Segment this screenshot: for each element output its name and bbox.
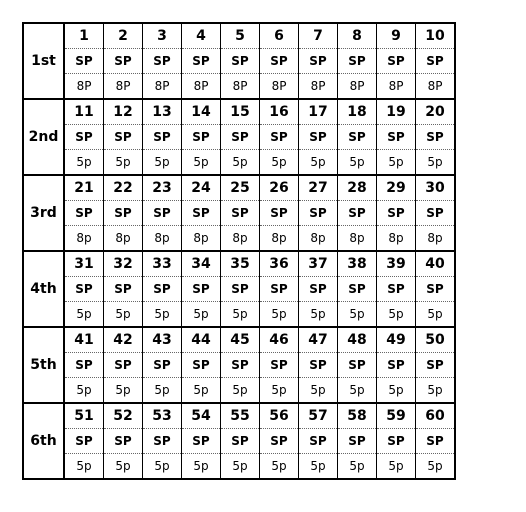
price-cell: 8p bbox=[299, 226, 338, 252]
grid-row-numbers bbox=[23, 99, 455, 125]
price-cell: 8p bbox=[182, 226, 221, 252]
number-cell: 11 bbox=[64, 99, 104, 125]
price-cell: 5p bbox=[260, 378, 299, 404]
grid-row-numbers bbox=[23, 175, 455, 201]
code-cell: SP bbox=[182, 125, 221, 150]
grid-row-codes bbox=[23, 277, 455, 302]
price-cell: 5p bbox=[221, 150, 260, 176]
number-cell: 45 bbox=[221, 327, 260, 353]
price-cell: 5p bbox=[143, 150, 182, 176]
number-cell: 44 bbox=[182, 327, 221, 353]
price-cell: 8P bbox=[416, 74, 456, 100]
code-cell: SP bbox=[221, 125, 260, 150]
grid-row-prices bbox=[23, 454, 455, 480]
number-cell: 14 bbox=[182, 99, 221, 125]
grid-row-numbers bbox=[23, 327, 455, 353]
code-cell: SP bbox=[182, 277, 221, 302]
price-cell: 8p bbox=[416, 226, 456, 252]
number-cell: 4 bbox=[182, 23, 221, 49]
grid-row-prices bbox=[23, 74, 455, 100]
price-cell: 8P bbox=[104, 74, 143, 100]
number-cell: 53 bbox=[143, 403, 182, 429]
code-cell: SP bbox=[377, 277, 416, 302]
price-cell: 5p bbox=[221, 378, 260, 404]
code-cell: SP bbox=[221, 353, 260, 378]
price-cell: 8p bbox=[64, 226, 104, 252]
price-cell: 5p bbox=[416, 378, 456, 404]
code-cell: SP bbox=[143, 429, 182, 454]
price-cell: 5p bbox=[104, 150, 143, 176]
code-cell: SP bbox=[221, 49, 260, 74]
price-cell: 8P bbox=[143, 74, 182, 100]
code-cell: SP bbox=[416, 125, 456, 150]
code-cell: SP bbox=[64, 429, 104, 454]
number-cell: 38 bbox=[338, 251, 377, 277]
code-cell: SP bbox=[377, 201, 416, 226]
number-cell: 56 bbox=[260, 403, 299, 429]
code-cell: SP bbox=[299, 353, 338, 378]
group-label: 2nd bbox=[23, 99, 64, 175]
price-cell: 5p bbox=[377, 378, 416, 404]
price-cell: 5p bbox=[416, 454, 456, 480]
price-cell: 8p bbox=[143, 226, 182, 252]
number-cell: 58 bbox=[338, 403, 377, 429]
code-cell: SP bbox=[260, 49, 299, 74]
price-cell: 8p bbox=[104, 226, 143, 252]
grid-row-codes bbox=[23, 429, 455, 454]
code-cell: SP bbox=[143, 277, 182, 302]
number-cell: 41 bbox=[64, 327, 104, 353]
grid-row-codes bbox=[23, 353, 455, 378]
price-cell: 5p bbox=[104, 454, 143, 480]
code-cell: SP bbox=[104, 353, 143, 378]
number-cell: 29 bbox=[377, 175, 416, 201]
price-cell: 5p bbox=[64, 378, 104, 404]
number-cell: 33 bbox=[143, 251, 182, 277]
code-cell: SP bbox=[182, 201, 221, 226]
price-cell: 8P bbox=[221, 74, 260, 100]
number-cell: 31 bbox=[64, 251, 104, 277]
code-cell: SP bbox=[143, 49, 182, 74]
number-cell: 7 bbox=[299, 23, 338, 49]
number-cell: 27 bbox=[299, 175, 338, 201]
code-cell: SP bbox=[299, 429, 338, 454]
code-cell: SP bbox=[338, 277, 377, 302]
grid-row-prices bbox=[23, 150, 455, 176]
price-cell: 5p bbox=[299, 378, 338, 404]
number-cell: 17 bbox=[299, 99, 338, 125]
code-cell: SP bbox=[377, 125, 416, 150]
price-cell: 5p bbox=[377, 454, 416, 480]
grid-row-codes bbox=[23, 125, 455, 150]
code-cell: SP bbox=[299, 201, 338, 226]
code-cell: SP bbox=[143, 353, 182, 378]
price-cell: 5p bbox=[299, 150, 338, 176]
number-cell: 25 bbox=[221, 175, 260, 201]
price-cell: 5p bbox=[377, 150, 416, 176]
number-cell: 60 bbox=[416, 403, 456, 429]
code-cell: SP bbox=[182, 49, 221, 74]
grid-row-codes bbox=[23, 201, 455, 226]
price-cell: 5p bbox=[416, 302, 456, 328]
number-cell: 12 bbox=[104, 99, 143, 125]
number-cell: 35 bbox=[221, 251, 260, 277]
grid-row-prices bbox=[23, 302, 455, 328]
price-cell: 5p bbox=[377, 302, 416, 328]
code-cell: SP bbox=[338, 49, 377, 74]
price-cell: 5p bbox=[260, 150, 299, 176]
group-label: 4th bbox=[23, 251, 64, 327]
code-cell: SP bbox=[416, 277, 456, 302]
price-cell: 8P bbox=[64, 74, 104, 100]
price-cell: 5p bbox=[338, 302, 377, 328]
number-cell: 50 bbox=[416, 327, 456, 353]
code-cell: SP bbox=[104, 49, 143, 74]
code-cell: SP bbox=[64, 201, 104, 226]
code-cell: SP bbox=[64, 125, 104, 150]
code-cell: SP bbox=[143, 201, 182, 226]
code-cell: SP bbox=[260, 201, 299, 226]
price-cell: 8P bbox=[182, 74, 221, 100]
price-cell: 5p bbox=[260, 454, 299, 480]
grid-row-numbers bbox=[23, 403, 455, 429]
grid-row-numbers bbox=[23, 251, 455, 277]
price-cell: 8P bbox=[338, 74, 377, 100]
number-cell: 28 bbox=[338, 175, 377, 201]
code-cell: SP bbox=[416, 201, 456, 226]
number-cell: 13 bbox=[143, 99, 182, 125]
price-cell: 8p bbox=[377, 226, 416, 252]
number-cell: 34 bbox=[182, 251, 221, 277]
number-cell: 30 bbox=[416, 175, 456, 201]
code-cell: SP bbox=[64, 49, 104, 74]
price-cell: 5p bbox=[104, 302, 143, 328]
price-cell: 5p bbox=[143, 454, 182, 480]
price-cell: 5p bbox=[182, 454, 221, 480]
number-grid-table bbox=[22, 22, 456, 480]
number-cell: 20 bbox=[416, 99, 456, 125]
code-cell: SP bbox=[260, 429, 299, 454]
number-cell: 3 bbox=[143, 23, 182, 49]
number-cell: 37 bbox=[299, 251, 338, 277]
grid-row-codes bbox=[23, 49, 455, 74]
price-cell: 8p bbox=[260, 226, 299, 252]
price-cell: 8p bbox=[221, 226, 260, 252]
number-cell: 22 bbox=[104, 175, 143, 201]
price-cell: 5p bbox=[182, 302, 221, 328]
group-label: 3rd bbox=[23, 175, 64, 251]
code-cell: SP bbox=[338, 429, 377, 454]
number-cell: 48 bbox=[338, 327, 377, 353]
number-cell: 43 bbox=[143, 327, 182, 353]
number-cell: 9 bbox=[377, 23, 416, 49]
code-cell: SP bbox=[104, 277, 143, 302]
number-cell: 24 bbox=[182, 175, 221, 201]
number-cell: 1 bbox=[64, 23, 104, 49]
code-cell: SP bbox=[182, 429, 221, 454]
code-cell: SP bbox=[221, 429, 260, 454]
price-cell: 8P bbox=[260, 74, 299, 100]
price-cell: 5p bbox=[338, 454, 377, 480]
number-cell: 59 bbox=[377, 403, 416, 429]
code-cell: SP bbox=[104, 201, 143, 226]
code-cell: SP bbox=[338, 353, 377, 378]
price-cell: 5p bbox=[221, 454, 260, 480]
code-cell: SP bbox=[64, 277, 104, 302]
price-cell: 8P bbox=[299, 74, 338, 100]
number-cell: 57 bbox=[299, 403, 338, 429]
code-cell: SP bbox=[299, 277, 338, 302]
price-cell: 5p bbox=[299, 454, 338, 480]
group-label: 5th bbox=[23, 327, 64, 403]
number-cell: 46 bbox=[260, 327, 299, 353]
grid-body bbox=[23, 23, 455, 479]
price-cell: 5p bbox=[338, 150, 377, 176]
number-cell: 52 bbox=[104, 403, 143, 429]
price-cell: 5p bbox=[143, 302, 182, 328]
code-cell: SP bbox=[338, 125, 377, 150]
code-cell: SP bbox=[104, 429, 143, 454]
code-cell: SP bbox=[143, 125, 182, 150]
number-cell: 21 bbox=[64, 175, 104, 201]
price-cell: 5p bbox=[64, 302, 104, 328]
price-cell: 5p bbox=[182, 150, 221, 176]
price-cell: 5p bbox=[182, 378, 221, 404]
grid-row-numbers bbox=[23, 23, 455, 49]
number-cell: 40 bbox=[416, 251, 456, 277]
number-cell: 2 bbox=[104, 23, 143, 49]
price-cell: 5p bbox=[416, 150, 456, 176]
price-cell: 5p bbox=[64, 150, 104, 176]
number-cell: 5 bbox=[221, 23, 260, 49]
code-cell: SP bbox=[377, 429, 416, 454]
code-cell: SP bbox=[260, 277, 299, 302]
code-cell: SP bbox=[416, 429, 456, 454]
number-cell: 42 bbox=[104, 327, 143, 353]
group-label: 6th bbox=[23, 403, 64, 479]
number-cell: 8 bbox=[338, 23, 377, 49]
number-cell: 39 bbox=[377, 251, 416, 277]
price-cell: 8p bbox=[338, 226, 377, 252]
number-cell: 23 bbox=[143, 175, 182, 201]
number-cell: 54 bbox=[182, 403, 221, 429]
number-cell: 49 bbox=[377, 327, 416, 353]
number-cell: 19 bbox=[377, 99, 416, 125]
code-cell: SP bbox=[260, 125, 299, 150]
number-cell: 6 bbox=[260, 23, 299, 49]
number-cell: 55 bbox=[221, 403, 260, 429]
code-cell: SP bbox=[377, 353, 416, 378]
code-cell: SP bbox=[221, 277, 260, 302]
price-cell: 5p bbox=[143, 378, 182, 404]
grid-row-prices bbox=[23, 226, 455, 252]
number-cell: 36 bbox=[260, 251, 299, 277]
number-cell: 26 bbox=[260, 175, 299, 201]
code-cell: SP bbox=[299, 49, 338, 74]
code-cell: SP bbox=[299, 125, 338, 150]
price-cell: 5p bbox=[299, 302, 338, 328]
price-cell: 5p bbox=[338, 378, 377, 404]
price-cell: 5p bbox=[260, 302, 299, 328]
price-cell: 8P bbox=[377, 74, 416, 100]
code-cell: SP bbox=[64, 353, 104, 378]
number-cell: 51 bbox=[64, 403, 104, 429]
code-cell: SP bbox=[221, 201, 260, 226]
code-cell: SP bbox=[104, 125, 143, 150]
number-cell: 32 bbox=[104, 251, 143, 277]
number-cell: 18 bbox=[338, 99, 377, 125]
grid-row-prices bbox=[23, 378, 455, 404]
number-cell: 15 bbox=[221, 99, 260, 125]
number-cell: 16 bbox=[260, 99, 299, 125]
code-cell: SP bbox=[260, 353, 299, 378]
code-cell: SP bbox=[182, 353, 221, 378]
number-cell: 10 bbox=[416, 23, 456, 49]
price-cell: 5p bbox=[64, 454, 104, 480]
code-cell: SP bbox=[416, 49, 456, 74]
code-cell: SP bbox=[416, 353, 456, 378]
code-cell: SP bbox=[377, 49, 416, 74]
price-cell: 5p bbox=[221, 302, 260, 328]
group-label: 1st bbox=[23, 23, 64, 99]
price-cell: 5p bbox=[104, 378, 143, 404]
number-cell: 47 bbox=[299, 327, 338, 353]
code-cell: SP bbox=[338, 201, 377, 226]
